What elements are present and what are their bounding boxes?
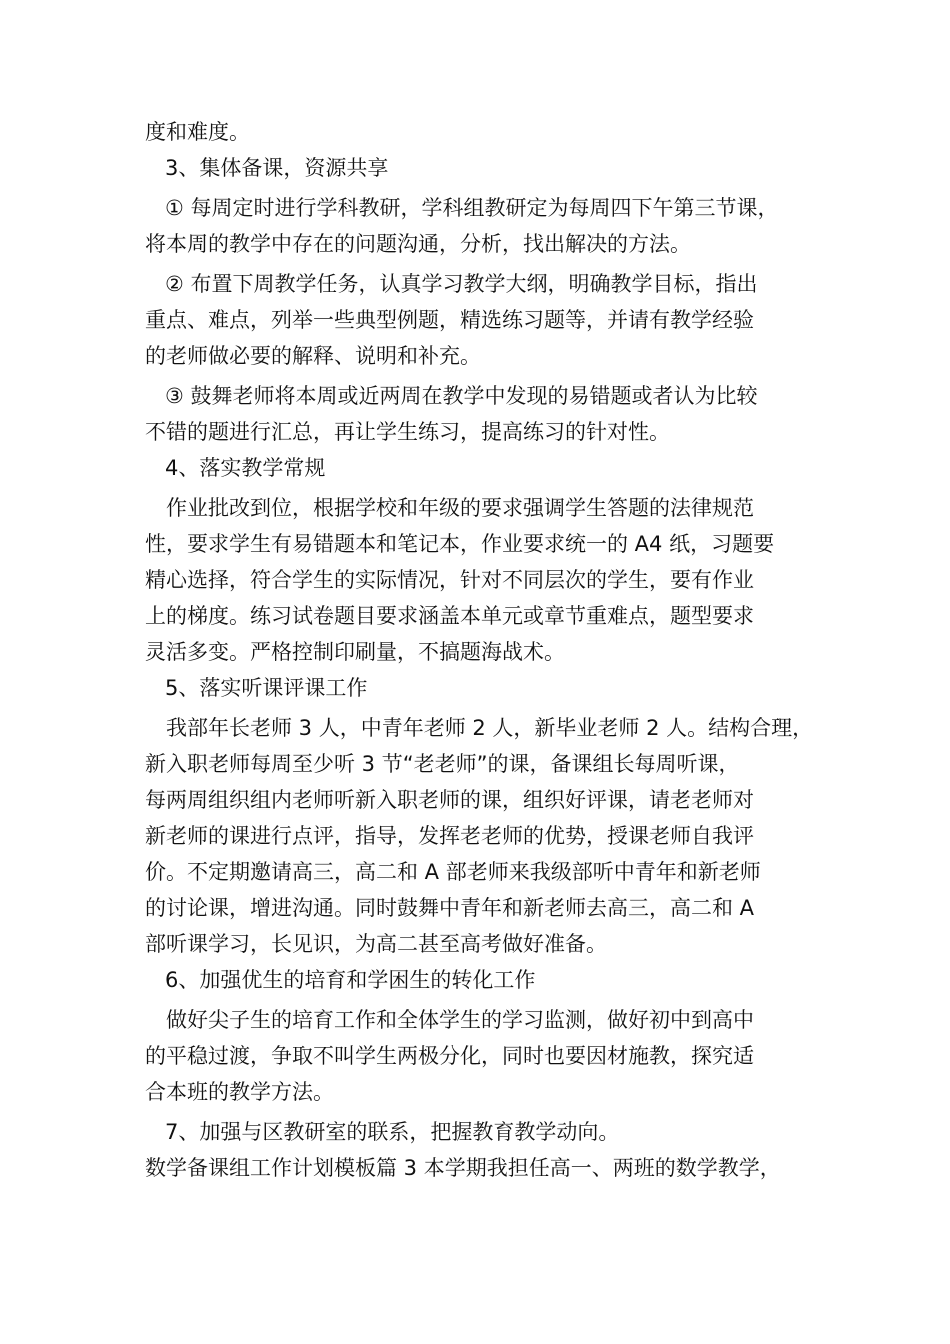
- text-line: ① 每周定时进行学科教研，学科组教研定为每周四下午第三节课，: [165, 196, 779, 220]
- paragraph-teaching-routine: [145, 490, 825, 670]
- paragraph-template-3-start: [145, 1150, 825, 1186]
- text-line: 作业批改到位，根据学校和年级的要求强调学生答题的法律规范: [166, 496, 754, 520]
- list-item-1: [145, 190, 825, 262]
- list-item-2: [145, 266, 825, 374]
- text-line: 的讨论课，增进沟通。同时鼓舞中青年和新老师去高三，高二和 A: [145, 896, 755, 920]
- list-item-3: [145, 378, 825, 450]
- text-line: 每两周组织组内老师听新入职老师的课，组织好评课，请老老师对: [145, 788, 754, 812]
- text-line: 新老师的课进行点评，指导，发挥老老师的优势，授课老师自我评: [145, 824, 754, 848]
- heading-text: 4、落实教学常规: [165, 456, 326, 480]
- heading-text: 5、落实听课评课工作: [165, 676, 368, 700]
- text-line: 新入职老师每周至少听 3 节“老老师”的课，备课组长每周听课，: [145, 752, 740, 776]
- document-body: [145, 114, 825, 1186]
- text-line: 重点、难点，列举一些典型例题，精选练习题等，并请有教学经验: [145, 308, 754, 332]
- text-line: 数学备课组工作计划模板篇 3 本学期我担任高一、两班的数学教学，: [145, 1156, 781, 1180]
- paragraph-student-development: [145, 1002, 825, 1110]
- text-line: 的老师做必要的解释、说明和补充。: [145, 344, 481, 368]
- heading-text: 6、加强优生的培育和学困生的转化工作: [165, 968, 536, 992]
- text-line: 价。不定期邀请高三，高二和 A 部老师来我级部听中青年和新老师: [145, 860, 761, 884]
- paragraph-lesson-observation: [145, 710, 825, 962]
- text-line: 的平稳过渡，争取不叫学生两极分化，同时也要因材施教，探究适: [145, 1044, 754, 1068]
- text-line: 性，要求学生有易错题本和笔记本，作业要求统一的 A4 纸，习题要: [145, 532, 775, 556]
- text-line: 合本班的教学方法。: [145, 1080, 334, 1104]
- section-heading-4: [145, 450, 825, 486]
- text-line: 不错的题进行汇总，再让学生练习，提高练习的针对性。: [145, 420, 670, 444]
- heading-text: 3、集体备课，资源共享: [165, 156, 389, 180]
- text-line: 精心选择，符合学生的实际情况，针对不同层次的学生，要有作业: [145, 568, 754, 592]
- text-line: 将本周的教学中存在的问题沟通，分析，找出解决的方法。: [145, 232, 691, 256]
- text-line: ② 布置下周教学任务，认真学习教学大纲，明确教学目标，指出: [165, 272, 758, 296]
- text-line: 度和难度。: [145, 120, 250, 144]
- heading-text: 7、加强与区教研室的联系，把握教育教学动向。: [165, 1120, 620, 1144]
- text-line: ③ 鼓舞老师将本周或近两周在教学中发现的易错题或者认为比较: [165, 384, 758, 408]
- section-heading-7: [145, 1114, 825, 1150]
- text-line: 上的梯度。练习试卷题目要求涵盖本单元或章节重难点，题型要求: [145, 604, 754, 628]
- text-line: 灵活多变。严格控制印刷量，不搞题海战术。: [145, 640, 565, 664]
- section-heading-5: [145, 670, 825, 706]
- text-line: 做好尖子生的培育工作和全体学生的学习监测，做好初中到高中: [166, 1008, 754, 1032]
- section-heading-3: [145, 150, 825, 186]
- text-line: 部听课学习，长见识，为高二甚至高考做好准备。: [145, 932, 607, 956]
- section-heading-6: [145, 962, 825, 998]
- paragraph-continuation: [145, 114, 825, 150]
- text-line: 我部年长老师 3 人，中青年老师 2 人，新毕业老师 2 人。结构合理，: [166, 716, 814, 740]
